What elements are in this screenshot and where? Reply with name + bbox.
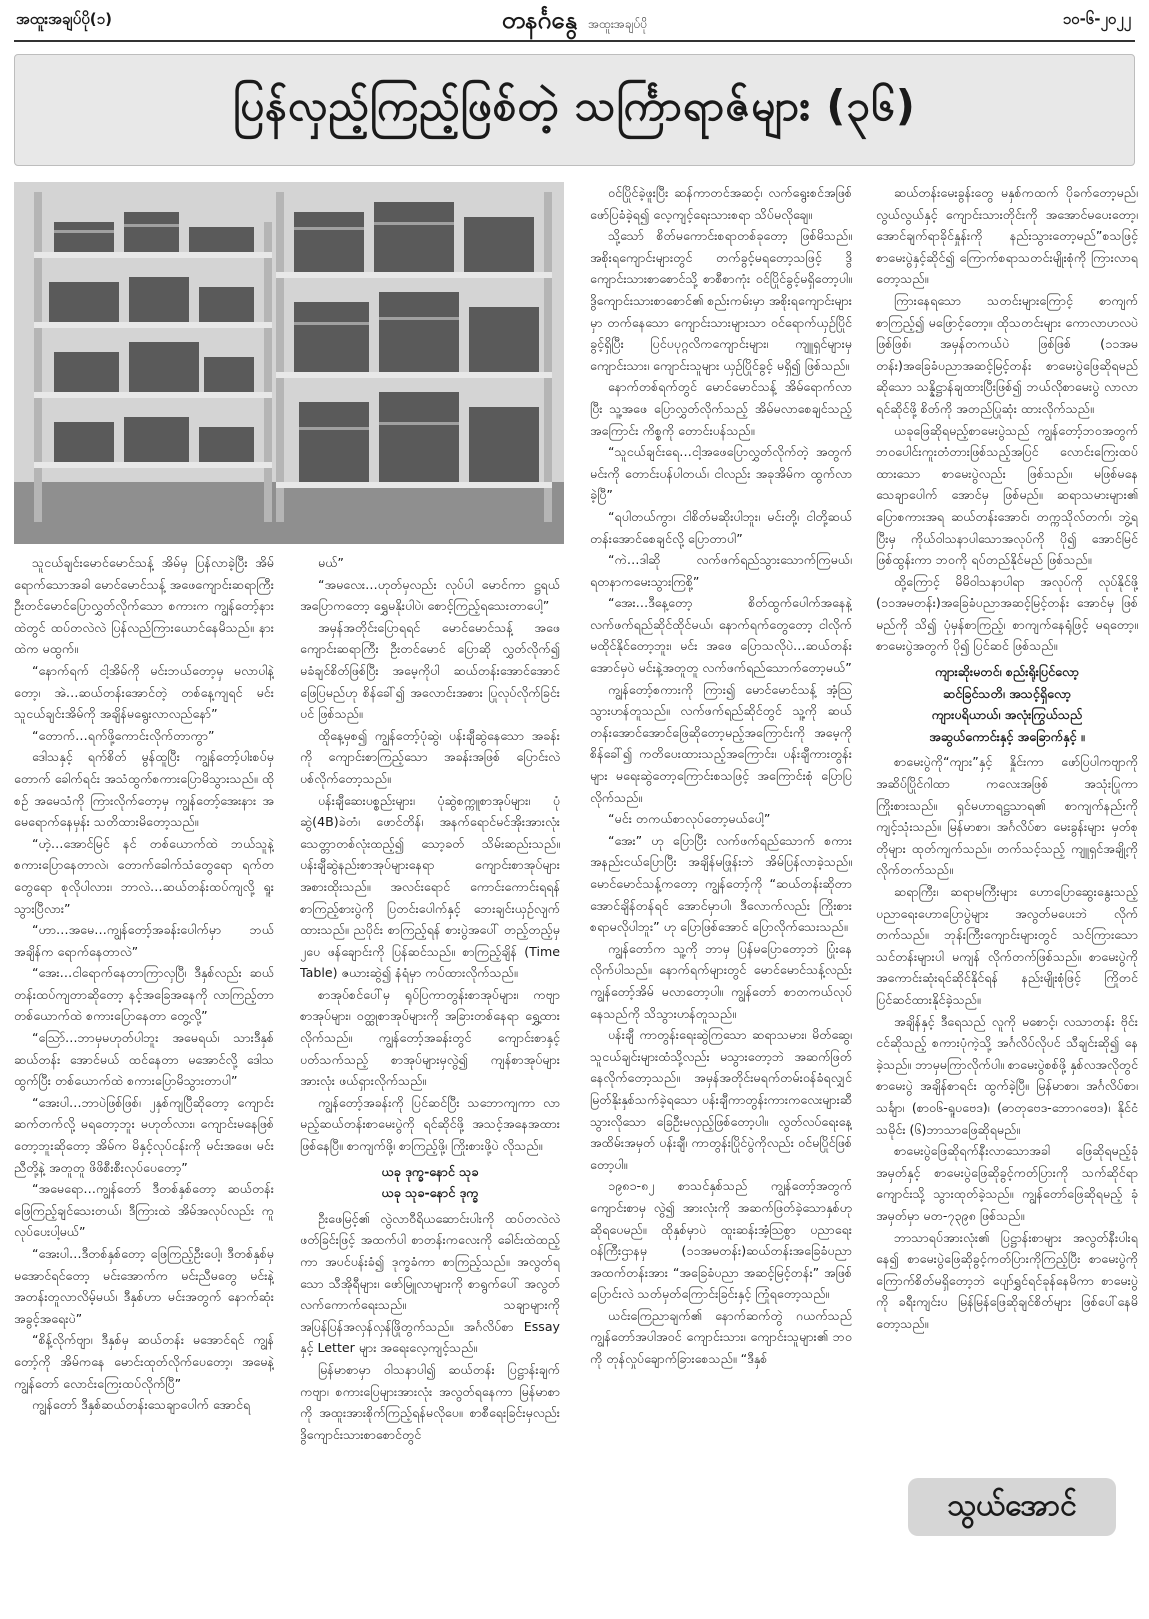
article-column-1 <box>14 552 274 1612</box>
article-column-4 <box>876 182 1138 1452</box>
paragraph: “ဟဲ့…အောင်မြင် နင် တစ်ယောက်ထဲ ဘယ်သူနဲ့ စကားပြောနေတာလဲ၊ တောက်ခေါက်သံတွေရော ရက်တတွေရော စုလိုပါလား၊ ဘာလဲ…ဆယ်တန်းထပ်ကျလို့ ရူးသွားပြီလား” <box>14 835 274 916</box>
paragraph: “မင်း တကယ်စာလုပ်တော့မယ်ပေါ့” <box>608 811 771 827</box>
verse-subhead-line: ကျားဆိုးမတင်၊ စည်းရိုးပြင်လော့ <box>935 664 1079 680</box>
paragraph: “အေးပါ…ဒီတစ်နှစ်တော့ ဖြေကြည့်ဦးပေါ့၊ ဒီတစ်နှစ်မှ မအောင်ရင်တော့ မင်းအောက်က မင်းညီမတွေ မင်းနဲ့ အတန်းတူလာလိမ့်မယ်၊ ဒီနှစ်ဟာ မင်းအတွက် နောက်ဆုံးအခွင့်အရေးပဲ” <box>14 1246 274 1326</box>
proverb-quote-line: ယခု ဒုက္ခ-နောင် သုခ <box>381 1163 479 1179</box>
paragraph: “စိန့်လိုက်ဗျာ၊ ဒီနှစ်မှ ဆယ်တန်း မအောင်ရင် ကျွန်တော့်ကို အိမ်ကနေ မောင်းထုတ်လိုက်ပေတော့၊ အမေနဲ့ ကျွန်တော် လောင်းကြေးထပ်လိုက်ပြီ” <box>14 1332 274 1391</box>
page-header <box>0 0 1149 40</box>
paragraph: အချိန်နှင့် ဒီရေသည် လူကို မစောင့်၊ လသာတန်း ဗိုင်းငင်ဆိုသည့် စကားပုံကဲ့သို့ အင်္ဂလိပ်လိုပင် သီချင်းဆို၍ နေခဲ့သည်။ ဘာမှမကြာလိုက်ပါ။ စာမေးပွဲစစ်ဖို့ နှစ်လအလိုတွင် စာမေးပွဲ အချိန်စာရင်း ထွက်ခဲ့ပြီ။ မြန်မာစာ၊ အင်္ဂလိပ်စာ၊ သင်္ချာ၊ (စာဝ၆-ရူပဗေဒ)၊ (ဓာတုဗေဒ-ဘောဂဗေဒ)၊ နိုင်ငံသမိုင်း (၆)ဘာသာဖြေဆိုရမည်။ <box>876 1013 1138 1137</box>
paragraph: ဦးဖေမြင့်၏ လွဲလာဝီရိယဆောင်းပါးကို ထပ်တလဲလဲ ဖတ်ခြင်းဖြင့် အထက်ပါ စာတန်းကလေးကို ခေါင်းထဲထည့်ကာ အပင်ပန်းခံ၍ ဒုက္ခခံကာ စာကြည့်သည်။ အလွတ်ရသော သီအိုရီများ၊ ဖော်မြူလာများကို စာရွက်ပေါ် အလွတ်လက်ကောက်ရေးသည်။ သချာများကို အပြန်ပြန်အလှန်လှန်ဖြိုတွက်သည်။ အင်္ဂလိပ်စာ Essay နှင့် Letter များ အရေးလေ့ကျင့်သည်။ <box>300 1210 560 1356</box>
paragraph: “သူငယ်ချင်းရေ…ငါ့အဖေပြောလွှတ်လိုက်တဲ့ အတွက် မင်းကို တောင်းပန်ပါတယ်၊ ငါလည်း အခုအိမ်က ထွက်လာခဲ့ပြီ” <box>590 444 852 503</box>
paragraph: “ဪ…ဘာမှမဟုတ်ပါဘူး အမေရယ်၊ သားဒီနှစ် ဆယ်တန်း အောင်မယ် ထင်နေတာ မအောင်လို့ ဒေါသထွက်ပြီး တစ်ယောက်ထဲ စကားပြောမိသွားတာပါ” <box>14 1030 274 1089</box>
paragraph: “အမလေး…ဟုတ်မှလည်း လုပ်ပါ မောင်ကာ ဋ္ဌရယ် အပြောကတော့ ရွှေမနိုးပါပဲ၊ စောင့်ကြည့်ရသေးတာပေါ့” <box>300 576 560 614</box>
masthead-subtitle: အထူးအချပ်ပို <box>588 17 648 31</box>
proverb-quote <box>300 1161 560 1204</box>
paragraph: ဝင်ပြိုင်ခဲ့ဖူးပြီး ဆန်ကာတင်အဆင့်၊ လက်ရွေးစင်အဖြစ် ဖော်ပြခံခဲ့ရ၍ လေ့ကျင့်ရေးသားစရာ သိပ်မလိုချေ။ <box>590 185 852 222</box>
paragraph: ကျွန်တော့်အခန်းကို ပြင်ဆင်ပြီး သဘောကျကာ လာမည့်ဆယ်တန်းစာမေးပွဲကို ရင်ဆိုင်ဖို့ အသင့်အနေအထားဖြစ်နေပြီ။ စာကျက်ဖို့၊ စာကြည့်ဖို့၊ ကြိုးစားဖို့ပဲ လိုသည်။ <box>300 1094 560 1154</box>
paragraph: စာအုပ်စင်ပေါ်မှ ရုပ်ပြကာတွန်းစာအုပ်များ၊ ကဗျာစာအုပ်များ၊ ဝတ္ထုစာအုပ်များကို အခြားတစ်နေရာ ရွှေ့ထားလိုက်သည်။ ကျွန်တော့်အခန်းတွင် ကျောင်းစာနှင့် ပတ်သက်သည့် စာအုပ်များမှလွဲ၍ ကျန်စာအုပ်များ အားလုံး ဖယ်ရှားလိုက်သည်။ <box>300 986 560 1089</box>
paragraph: ထို့ကြောင့် မိမိဝါသနာပါရာ အလုပ်ကို လုပ်နိုင်ဖို့ (၁၁အမတန်း)အခြေခံပညာအဆင့်မြင့်တန်း အောင်မှ ဖြစ်မည်ကို သိ၍ ပုံမှန်စာကြည့်၊ စာကျက်နေရုံဖြင့် မရတော့။ စာမေးပွဲအတွက် ပို၍ ပြင်ဆင် ဖြစ်သည်။ <box>876 573 1138 654</box>
paragraph: “နောက်ရက် ငါ့အိမ်ကို မင်းဘယ်တော့မှ မလာပါနဲ့တော့၊ အဲ…ဆယ်တန်းအောင်တဲ့ တစ်နေ့ကျရင် မင်းသူငယ်ချင်းအိမ်ကို အချိန်မရွေးလာလည်နော်” <box>14 662 274 722</box>
author-byline: သွယ်အောင် <box>908 1478 1116 1536</box>
paragraph: “အေးပါ…ဘာပဲဖြစ်ဖြစ်၊ ၂နှစ်ကျပြီဆိုတော့ ကျောင်းဆက်တက်လို့ မရတော့ဘူး မဟုတ်လား၊ ကျောင်းမနေဖြစ်တော့ဘူးဆိုတော့ အိမ်က မိနှင့်လုပ်ငန်းကို မင်းအဖေ၊ မင်းညီတို့နဲ့ အတူတူ ဖိဖိစီးစီးလုပ်ပေတော့” <box>14 1094 274 1175</box>
paragraph: “ကဲ…ဒါဆို လက်ဖက်ရည်သွားသောက်ကြမယ်၊ ရတနာကမေးသွားကြစို့” <box>590 552 852 589</box>
paragraph: ပန်းချီ ကာတွန်းရေးဆွဲကြသော ဆရာသမား၊ မိတ်ဆွေ၊ သူငယ်ချင်းများထံသို့လည်း မသွားတော့ဘဲ အဆက်ဖြတ်နေလိုက်တော့သည်။ အမှန်အတိုင်းမရက်တမ်းဝန်ခံရလျှင် မြတ်နိုးနှစ်သက်ခဲ့ရသော ပန်းချီကာတွန်းကားကလေးများဆီသွားလိုသော ခြေဦးမလှည့်ဖြစ်တော့ပါ။ လွတ်လပ်ရေးနေ့ အထိမ်းအမှတ် ပန်းချီ၊ ကာတွန်းပြိုင်ပွဲကိုလည်း ဝင်မပြိုင်ဖြစ်တော့ပါ။ <box>590 1027 852 1172</box>
bookshelf-illustration <box>14 182 564 544</box>
paragraph: မြန်မာစာမှာ ဝါသနာပါ၍ ဆယ်တန်း ပြဋ္ဌာန်းချက်ကဗျာ၊ စကားပြေများအားလုံး အလွတ်ရနေကာ မြန်မာစာကို အထူးအားစိုက်ကြည့်ရန်မလိုပေ။ စာစီရေးခြင်းမှလည်း ဒွိကျောင်းသားစာစောင်တွင် <box>300 1361 560 1442</box>
article-column-2 <box>300 552 560 1612</box>
paragraph: “အေး” ဟု ပြောပြီး လက်ဖက်ရည်သောက် စကားအနည်းငယ်ပြောပြီး အချိန်မဖြုန်းဘဲ အိမ်ပြန်လာခဲ့သည်။ မောင်မောင်သန့်ကတော့ ကျွန်တော့်ကို “ဆယ်တန်းဆိုတာ အောင်ချိန်တန်ရင် အောင်မှာပါ၊ ဒီလောက်လည်း ကြိုးစားစရာမလိုပါဘူး” ဟု ပြောဖြစ်အောင် ပြောလိုက်သေးသည်။ <box>590 832 852 935</box>
paragraph: ထိုနေ့မှစ၍ ကျွန်တော့်ပုံဆွဲ၊ ပန်းချီဆွဲနေသော အခန်းကို ကျောင်းစာကြည့်သော အခန်းအဖြစ် ပြောင်းလဲပစ်လိုက်တော့သည်။ <box>300 727 560 786</box>
proverb-quote-line: ယခု သုခ-နောင် ဒုက္ခ <box>381 1185 479 1201</box>
paragraph: “အေး…ငါရောက်နေတာကြာလှပြီ၊ ဒီနှစ်လည်း ဆယ်တန်းထပ်ကျတာဆိုတော့ နင့်အခြေအနေကို လာကြည့်တာ တစ်ယောက်ထဲ စကားပြောနေတာ တွေ့လို့” <box>14 965 274 1024</box>
paragraph: ကြားနေရသော သတင်းများကြောင့် စာကျက်စာကြည့်၍ မဖြောင့်တော့။ ထိုသတင်းများ ကောလာဟလပဲ ဖြစ်ဖြစ်၊ အမှန်တကယ်ပဲ ဖြစ်ဖြစ် (၁၁အမတန်း)အခြေခံပညာအဆင့်မြင့်တန်း စာမေးပွဲဖြေဆိုရမည်ဆိုသော သန္နိဋ္ဌာန်ချထားပြီးဖြစ်၍ ဘယ်လိုစာမေးပွဲ လာလာ ရင်ဆိုင်ဖို့ စိတ်ကို အတည်ပြုဆုံး ထားလိုက်သည်။ <box>876 292 1138 416</box>
paragraph: ဒေါသနှင့် ရက်စိတ် မွန်ထူပြီး ကျွန်တော့်ပါးစပ်မှ တောက် ခေါက်ရင်း အသံထွက်စကားပြောမိသွားသည်။ ထိုစဉ် အမေသံကို ကြားလိုက်တော့မှ ကျွန်တော့်အေးနား အမေရောက်နေမှန်း သတိထားမိတော့သည်။ <box>14 749 274 830</box>
paragraph: ကျွန်တော့်စကားကို ကြား၍ မောင်မောင်သန့် အံ့သြသွားဟန်တူသည်။ လက်ဖက်ရည်ဆိုင်တွင် သူ့ကို ဆယ်တန်းအောင်အောင်ဖြေဆိုတော့မည့်အကြောင်းကို အမေ့ကို စိန်ခေါ်၍ ကတိပေးထားသည့်အကြောင်း၊ ပန်းချီကားတွန်းများ မရေးဆွဲတော့ကြောင်းစသဖြင့် အကြောင်းစုံ ပြောပြလိုက်သည်။ <box>590 681 852 805</box>
headline-box <box>14 54 1135 166</box>
paragraph: ကျွန်တော် ဒီနှစ်ဆယ်တန်းသေချာပေါက် အောင်ရ <box>32 1397 251 1413</box>
paragraph: ဘာသာရပ်အားလုံး၏ ပြဋ္ဌာန်းစာများ အလွတ်နီးပါးရနေ၍ စာမေးပွဲဖြေဆိုခွင့်ကတ်ပြားကိုကြည့်ပြီး စာမေးပွဲကို ကြောက်စိတ်မရှိတော့ဘဲ ပျော်ရွှင်ရင်ခုန်နေမိကာ စာမေးပွဲကို ခရီးကျင်းပ မြန်မြန်ဖြေဆိုချင်စိတ်များ ဖြစ်ပေါ်နေမိတော့သည်။ <box>876 1229 1138 1331</box>
bookshelf-photo <box>14 182 564 544</box>
paragraph: “တောက်…ရက်ဖို့ကောင်းလိုက်တာကွာ” <box>32 727 215 743</box>
verse-subhead-line: ကျားပရိယာယ်၊ အလုံးကြွယ်သည် <box>931 707 1083 723</box>
paragraph: “အမေရော…ကျွန်တော် ဒီတစ်နှစ်တော့ ဆယ်တန်းဖြေကြည့်ချင်သေးတယ်၊ ဒီကြားထဲ အိမ်အလုပ်လည်း ကူလုပ်ပေးပါ့မယ်” <box>14 1181 274 1240</box>
paragraph: သို့သော် စိတ်မကောင်းစရာတစ်ခုတော့ ဖြစ်မိသည်။ အစိုးရကျောင်းများတွင် တက်ခွင့်မရတော့သဖြင့် ဒွိကျောင်းသားစာစောင်သို့ စာစီစာကုံး ဝင်ပြိုင်ခွင့်မရှိတော့ပါ။ ဒွိကျောင်းသားစာစောင်၏ စည်းကမ်းမှာ အစိုးရကျောင်းများမှာ တက်နေသော ကျောင်းသားများသာ ဝင်ရောက်ယှဉ်ပြိုင်ခွင့်ရှိပြီး ပြင်ပပုဂ္ဂလိကကျောင်းများ၊ ကျူရှင်များမှ ကျောင်းသား၊ ကျောင်းသူများ ယှဉ်ပြိုင်ခွင့် မရှိ၍ ဖြစ်သည်။ <box>590 228 852 373</box>
section-label: အထူးအချပ်ပို(၁) <box>16 10 112 28</box>
paragraph: ၁၉၈၁-၈၂ စာသင်နှစ်သည် ကျွန်တော့်အတွက် ကျောင်းစာမှ လွဲ၍ အားလုံးကို အဆက်ဖြတ်ခဲ့သောနှစ်ဟု ဆိုရပေမည်။ ထိုနှစ်မှာပဲ ထူးဆန်းအံ့သြစွာ ပညာရေးဝန်ကြီးဌာနမှ (၁၁အမတန်း)ဆယ်တန်းအခြေခံပညာအထက်တန်းအား “အခြေခံပညာ အဆင့်မြင့်တန်း” အဖြစ် ပြောင်းလဲ သတ်မှတ်ကြောင်းခြင်းနှင့် ကြုံရတော့သည်။ <box>590 1178 852 1302</box>
verse-subhead-line: ဆင်ခြင်သတိ၊ အသင့်ရှိလော့ <box>943 685 1071 701</box>
paragraph: သူငယ်ချင်းမောင်မောင်သန့် အိမ်မှ ပြန်လာခဲ့ပြီး အိမ်ရောက်သောအခါ မောင်မောင်သန့် အဖေကျောင်းဆရာကြီးဦးတင်မောင်ပြောလွှတ်လိုက်သော စကားက ကျွန်တော့်နားထဲတွင် ထပ်တလဲလဲ ပြန်လည်ကြားယောင်နေမိသည်။ နားထဲက မထွက်။ <box>14 555 274 657</box>
paragraph: “ဟာ…အမေ…ကျွန်တော့်အခန်းပေါက်မှာ ဘယ်အချိန်က ရောက်နေတာလဲ” <box>14 922 274 959</box>
paragraph: ဆယ်တန်းမေးခွန်းတွေ မနှစ်ကထက် ပိုခက်တော့မည်၊ လွယ်လွယ်နှင့် ကျောင်းသားတိုင်းကို အအောင်မပေးတော့၊ အောင်ချက်ရာခိုင်နှုန်းကို နည်းသွားတော့မည်”စသဖြင့် စာမေးပွဲနှင့်ဆိုင်၍ ကြောက်စရာသတင်းမျိုးစုံကို ကြားလာရတော့သည်။ <box>876 185 1138 287</box>
paragraph: ကျွန်တော်က သူ့ကို ဘာမှ ပြန်မပြောတော့ဘဲ ပြုံးနေလိုက်ပါသည်။ နောက်ရက်များတွင် မောင်မောင်သန့်လည်း ကျွန်တော့်အိမ် မလာတော့ပါ။ ကျွန်တော် စာတကယ်လုပ်နေသည်ကို သိသွားဟန်တူသည်။ <box>590 940 852 1021</box>
paragraph: “အေး…ဒီနေ့တော့ စိတ်ထွက်ပေါက်အနေနဲ့ လက်ဖက်ရည်ဆိုင်ထိုင်မယ်၊ နောက်ရက်တွေတော့ ငါလိုက်မထိုင်နိုင်တော့ဘူး၊ မင်း အဖေ ပြောသလိုပဲ…ဆယ်တန်းအောင်မှပဲ မင်းနဲ့အတူတူ လက်ဖက်ရည်သောက်တော့မယ်” <box>590 595 852 676</box>
paragraph: ယခုဖြေဆိုရမည့်စာမေးပွဲသည် ကျွန်တော့်ဘဝအတွက် ဘဝပေါင်းကူးတံတားဖြစ်သည့်အပြင် လောင်းကြေးထပ်ထားသော စာမေးပွဲလည်း ဖြစ်သည်။ မဖြစ်မနေ သေချာပေါက် အောင်မှ ဖြစ်မည်။ ဆရာသမားများ၏ ပြောစကားအရ ဆယ်တန်းအောင်၊ တက္ကသိုလ်တက်၊ ဘွဲ့ရပြီးမှ ကိုယ်ဝါသနာပါသောအလုပ်ကို ပို၍ အောင်မြင်ဖြစ်ထွန်းကာ ဘဝကို ရပ်တည်နိုင်မည် ဖြစ်သည်။ <box>876 422 1138 568</box>
issue-date: ၁၀-၆-၂၀၂၂ <box>1062 10 1131 28</box>
paragraph: ပန်းချီဆေးပစ္စည်းများ၊ ပုံဆွဲစက္ကူစာအုပ်များ၊ ပုံဆွဲ(4B)ခဲတံ၊ ဖောင်တိန်၊ အနက်ရောင်မင်အိုးအားလုံး သေတ္တာတစ်လုံးထည့်၍ သော့ခတ် သိမ်းဆည်းသည်။ ပန်းချီဆွဲနည်းစာအုပ်များနေရာ ကျောင်းစာအုပ်များ အစားထိုးသည်။ အလင်းရောင် ကောင်းကောင်းရရန် စာကြည့်စားပွဲကို ပြတင်းပေါက်နှင့် ဘေးချင်းယှဉ်လျက်ထားသည်။ ညပိုင်း စာကြည့်ရန် စားပွဲအပေါ် တည့်တည့်မှ ၂ပေ ဖန်ချောင်းကို ပြန်ဆင်သည်။ စာကြည့်ချိန် (Time Table) ဇယားဆွဲ၍ နံရံမှာ ကပ်ထားလိုက်သည်။ <box>300 792 560 981</box>
paragraph: အမှန်အတိုင်းပြောရရင် မောင်မောင်သန့် အဖေ ကျောင်းဆရာကြီး ဦးတင်မောင် ပြောဆို လွှတ်လိုက်၍ မခံချင်စိတ်ဖြစ်ပြီး အမေ့ကိုပါ ဆယ်တန်းအောင်အောင် ဖြေပြမည်ဟု စိန်ခေါ်၍ အလောင်းအစား ပြုလုပ်လိုက်ခြင်းပင် ဖြစ်သည်။ <box>300 619 560 722</box>
paragraph: ယင်းကြေညာချက်၏ နောက်ဆက်တွဲ ဂယက်သည် ကျွန်တော်အပါအဝင် ကျောင်းသား၊ ကျောင်းသူများ၏ ဘဝကို တုန်လှုပ်ချောက်ခြားစေသည်။ “ဒီနှစ် <box>590 1307 852 1367</box>
masthead <box>0 4 1149 40</box>
verse-subhead-line: အဆွယ်ကောင်းနှင့် အခြောက်နှင့် ။ <box>929 728 1085 744</box>
headline: ပြန်လှည့်ကြည့်ဖြစ်တဲ့ သင်္ကြာရာဇ်များ (၃၆) <box>233 81 916 130</box>
article-column-3 <box>590 182 852 1612</box>
verse-subhead <box>876 661 1138 747</box>
masthead-title: တနင်္ဂနွေ <box>501 5 578 34</box>
paragraph: “ရပါတယ်ကွာ၊ ငါစိတ်မဆိုးပါဘူး၊ မင်းတို့၊ ငါတို့ဆယ်တန်းအောင်စေချင်လို့ ပြောတာပါ” <box>590 508 852 546</box>
header-rule <box>14 40 1135 42</box>
paragraph: စာမေးပွဲဖြေဆိုရက်နီးလာသောအခါ ဖြေဆိုရမည့်ခုံအမှတ်နှင့် စာမေးပွဲဖြေဆိုခွင့်ကတ်ပြားကို သက်ဆိုင်ရာကျောင်းသို့ သွားထုတ်ခဲ့သည်။ ကျွန်တော်ဖြေဆိုရမည့် ခုံအမှတ်မှာ မတ-၇၃၉၈ ဖြစ်သည်။ <box>876 1143 1138 1223</box>
paragraph: နောက်တစ်ရက်တွင် မောင်မောင်သန့် အိမ်ရောက်လာပြီး သူ့အဖေ ပြောလွှတ်လိုက်သည့် အိမ်မလာစေချင်သည့်အကြောင်း ကိစ္စကို တောင်းပန်သည်။ <box>590 379 852 438</box>
paragraph: မယ်” <box>318 555 344 570</box>
paragraph: ဆရာကြီး၊ ဆရာမကြီးများ ဟောပြောဆွေးနွေးသည့် ပညာရေးဟောပြောပွဲများ အလွတ်မပေးဘဲ လိုက်တက်သည်။ ဘုန်းကြီးကျောင်းများတွင် သင်ကြားသော သင်တန်းများပါ မကျန် လိုက်တက်ဖြစ်သည်။ စာမေးပွဲကို အကောင်းဆုံးရင်ဆိုင်နိုင်ရန် နည်းမျိုးစုံဖြင့် ကြိုတင် ပြင်ဆင်ထားနိုင်ခဲ့သည်။ <box>876 884 1138 1007</box>
paragraph: စာမေးပွဲကို“ကျား”နှင့် နှိုင်းကာ ဖော်ပြပါကဗျာကို အဆိပ်ပြိုင်ဂါထာ ကလေးအဖြစ် အသုံးပြုကာ ကြိုးစားသည်။ ရှင်မဟာရဋ္ဌသာရ၏ စာကျက်နည်းကို ကျင့်သုံးသည်။ မြန်မာစာ၊ အင်္ဂလိပ်စာ မေးခွန်းများ မှတ်စုတိုများ ထုတ်ကျက်သည်။ တက်သင့်သည့် ကျူရှင်အချို့ကို လိုက်တက်သည်။ <box>876 754 1138 878</box>
